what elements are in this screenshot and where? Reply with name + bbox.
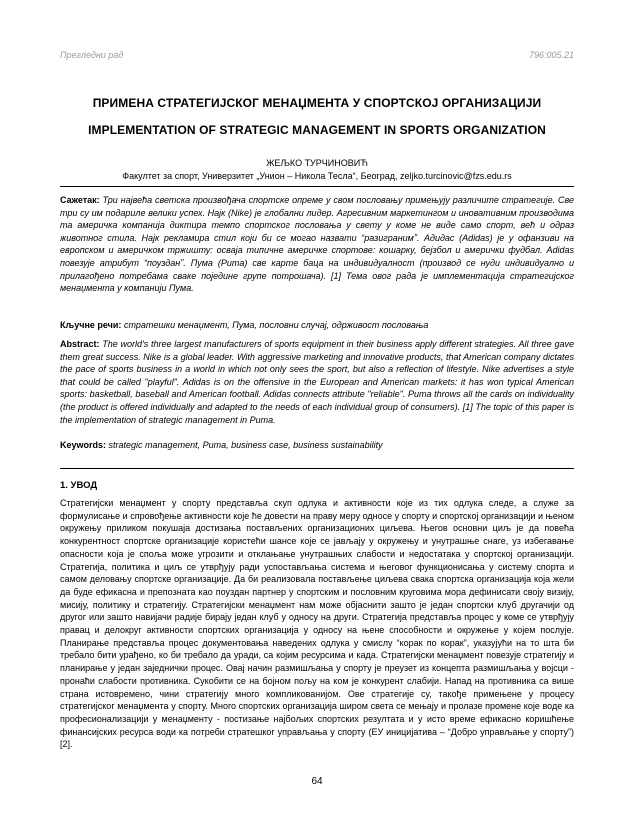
keywords-serbian-label: Кључне речи:: [60, 320, 122, 330]
author-name: ЖЕЉКО ТУРЧИНОВИЋ: [266, 158, 368, 168]
keywords-serbian: [60, 319, 574, 332]
abstract-serbian-label: Сажетак:: [60, 195, 100, 205]
author-affiliation: Факултет за спорт, Универзитет „Унион – Никола Тесла“, Београд, zeljko.turcinovic@fzs.edu.rs: [122, 171, 512, 181]
title-english: IMPLEMENTATION OF STRATEGIC MANAGEMENT IN SPORTS ORGANIZATION: [88, 123, 546, 137]
keywords-english: [60, 439, 574, 452]
abstract-english: [60, 338, 574, 426]
keywords-english-text: strategic management, Puma, business case, business sustainability: [108, 440, 383, 450]
abstract-serbian: [60, 194, 574, 295]
section-body: Стратегијски менаџмент у спорту представља скуп одлука и активности које из тих одлука следе, а служе за формулисање и спровођење активности које ће довести на праву меру односе у спорту и спортској организацији и њеном окружењу приликом покушаја достизања постављених организационих циљева. Његов основни циљ је да повећа конкурентност спортске организације користећи шансе које се јављају у окружењу и унутрашње снаге, уз избегавање опасности која је споља може угрозити и отклањање унутрашњих слабости и недостатака у спортској организацији. Стратегија, политика и циљ се утврђују ради успостављања система и његовог функционисања у систему спорта и самом деловању спортске организације. Да би реализовала постављење циљева свака спортска организација која жели да буде ефикасна и препозната као поуздан партнер у спортским и пословним круговима мора дефинисати своју визију, мисију, политику и стратегију. Стратегијски менаџмент нам може објаснити зашто је један спортски клуб другачији од другог или зашто навијачи радије бирају један клуб у односу на други. Стратегија представља процес у коме се утврђују правац и делокруг активности спортских организација у односу на њене способности и окружење у којем послује. Планирање представља процес документовања наведених одлука у смислу “корак по корак”, указујући на то шта би требало бити урађено, ко би требало да уради, са којим ресурсима и када. Стратегијски менаџмент повезује стратегију и планирање у један заједнички процес. Овај начин размишљања у спорту је преузет из концепта размишљања у војсци - пронаћи слабости противника. Сукобити се на бојном пољу на ком је конкурент слабији. Напад на противника са више страна истовремено, чини стратегију много компликованијом. Ове стратегије су, такође примењене у процесу стратегијског менаџмента у спорту. Много спортских организација широм света се мењају и пролазе промене које воде ка професионализацији у менаџменту - постизање најбољих спортских резултата и у исто време ефикасно коришћење финансијских ресурса води ка потреби стратешког управљања у спорту (ЕУ иницијатива – “Добро управљање у спорту”) [2].: [60, 498, 574, 750]
keywords-serbian-text: стратешки менаџмент, Пума, пословни случај, одрживост пословања: [123, 320, 429, 330]
page-number: 64: [311, 776, 323, 787]
article-type-label: Прегледни рад: [60, 50, 124, 60]
top-divider: [60, 186, 574, 187]
title-serbian: ПРИМЕНА СТРАТЕГИЈСКОГ МЕНАЏМЕНТА У СПОРТСКОЈ ОРГАНИЗАЦИЈИ: [92, 96, 542, 110]
abstract-english-label: Abstract:: [60, 339, 100, 349]
bottom-divider: [60, 468, 574, 469]
section-heading: 1. УВОД: [60, 480, 98, 491]
abstract-serbian-text: Три највећа светска произвођача спортске опреме у свом пословању примењују различите стратегије. Све три су им подариле велики успех. Најк (Nike) је глобални лидер. Агресивним маркетингом и иновативним производима та америчка компанија диктира темпо спортског пословања у свету у коме не виде само спорт, већ и одраз животног стила. Најк рекламира стил који би се могао назвати “разигранимˮ. Адидас (Adidas) је у офанзиви на европском и америчком тржишту: осваја типичне америчке спортове: кошарку, бејзбол и амерички фудбал. Adidas повезује атрибут “поузданˮ. Пума (Puma) све карте баца на индивидуалност (производ се нуди индивидуално и прилагођено потребама сваке поједине групе потрошача). [1] Тема овог рада је имплементација стратегијског менаџмента у компанији Пума.: [60, 195, 574, 294]
abstract-english-text: The world's three largest manufacturers of sports equipment in their business apply different strategies. All three gave them great success. Nike is a global leader. With aggressive marketing and innovative products, that American company dictates the pace of sports business in a world in which not only sees the sport, but also a reflection of lifestyle. Nike advertises a style that could be called "playful". Adidas is on the offensive in the European and American markets: it has won typical American sports: basketball, baseball and American football. Adidas connects attribute "reliable". Puma throws all the cards on individuality (the product is offered individually and adapted to the needs of each individual group of consumers). [1] The topic of this paper is the implementation of strategic management in Puma.: [60, 339, 574, 425]
keywords-english-label: Keywords:: [60, 440, 107, 450]
udc-code: 796:005.21: [528, 50, 574, 60]
